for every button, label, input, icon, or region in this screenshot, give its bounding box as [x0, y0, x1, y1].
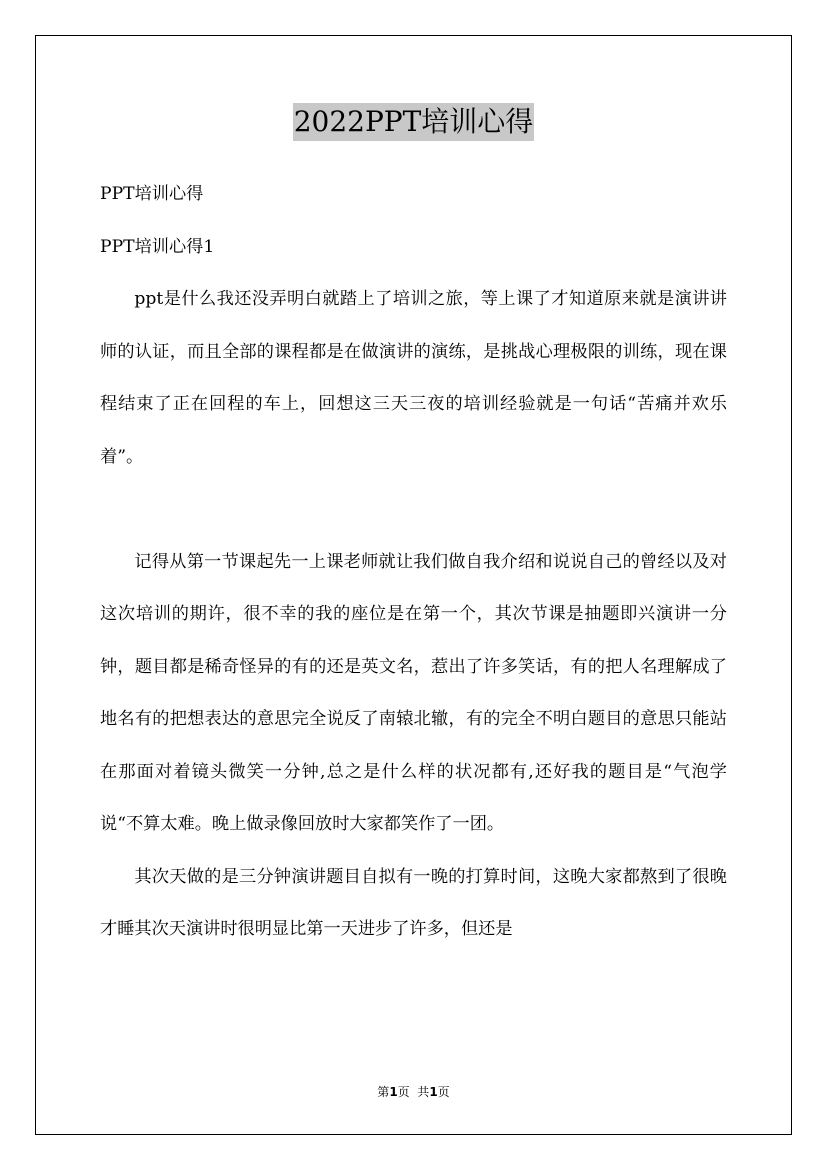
paragraph-body-2: 记得从第一节课起先一上课老师就让我们做自我介绍和说说自己的曾经以及对这次培训的期许，很不幸的我的座位是在第一个，其次节课是抽题即兴演讲一分钟，题目都是稀奇怪异的有的还是英文名，惹出了许多笑话，有的把人名理解成了地名有的把想表达的意思完全说反了南辕北辙，有的完全不明白题目的意思只能站在那面对着镜头微笑一分钟,总之是什么样的状况都有,还好我的题目是“气泡学说“不算太难。晚上做录像回放时大家都笑作了一团。 [100, 551, 727, 834]
footer-page-prefix: 第 [377, 1085, 390, 1099]
footer-page-mid: 页 共 [397, 1085, 430, 1099]
paragraph-subheading: PPT培训心得1 [100, 236, 215, 257]
document-title: 2022PPT培训心得 [293, 103, 535, 141]
footer-page-total: 1 [429, 1085, 438, 1099]
paragraph-blank-line [100, 483, 727, 536]
paragraph-body-3: 其次天做的是三分钟演讲题目自拟有一晚的打算时间，这晚大家都熬到了很晚才睡其次天演讲时很明显比第一天进步了许多，但还是 [100, 866, 727, 939]
footer-page-suffix: 页 [437, 1085, 450, 1099]
page-footer [0, 1084, 827, 1100]
document-body [100, 168, 727, 956]
paragraph-body-1: ppt是什么我还没弄明白就踏上了培训之旅，等上课了才知道原来就是演讲讲师的认证，而且全部的课程都是在做演讲的演练，是挑战心理极限的训练，现在课程结束了正在回程的车上，回想这三天三夜的培训经验就是一句话“苦痛并欢乐着”。 [100, 289, 727, 467]
title-container [0, 103, 827, 141]
paragraph-heading: PPT培训心得 [100, 184, 204, 204]
footer-page-current: 1 [389, 1085, 398, 1099]
